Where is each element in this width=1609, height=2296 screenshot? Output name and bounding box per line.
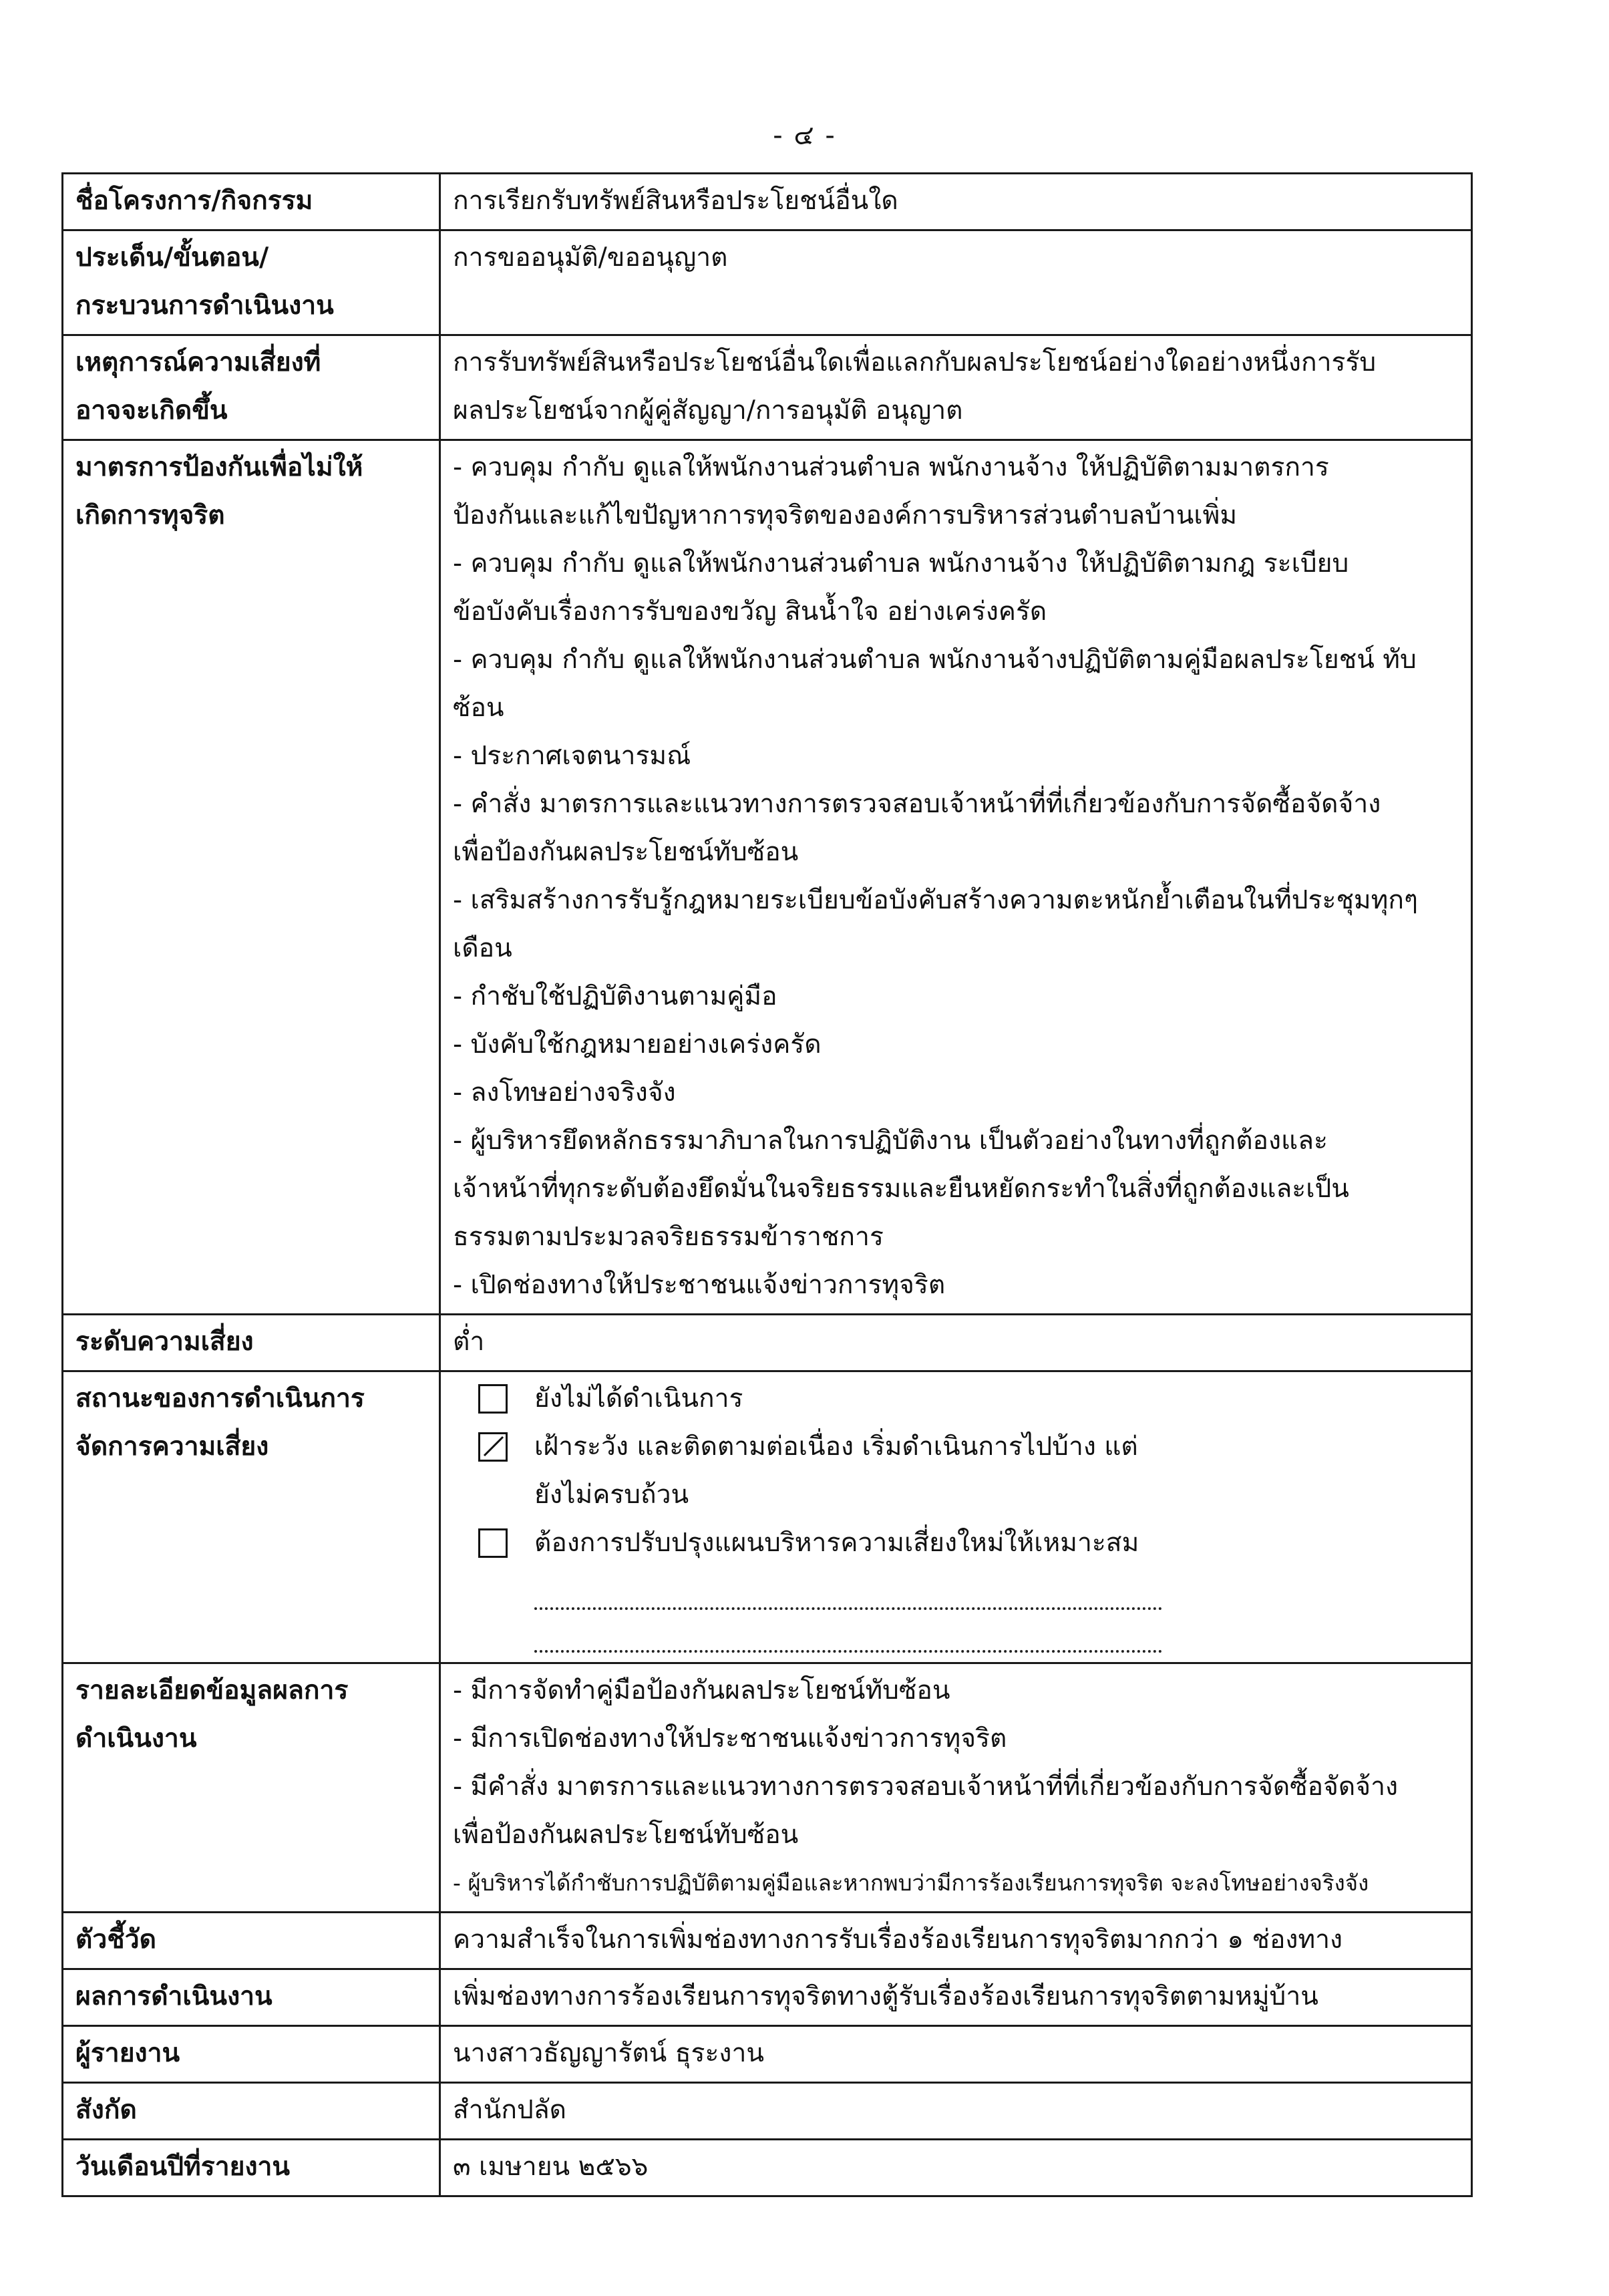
risk-event-line: การรับทรัพย์สินหรือประโยชน์อื่นใดเพื่อแลกกับผลประโยชน์อย่างใดอย่างหนึ่งการรับ	[453, 347, 1377, 377]
status-option-line: ยังไม่ได้ดำเนินการ	[534, 1383, 743, 1414]
row-risk-event	[63, 335, 1472, 440]
details-line: - มีการเปิดช่องทางให้ประชาชนแจ้งข่าวการทุจริต	[453, 1724, 1007, 1754]
status-option-line: ยังไม่ครบถ้วน	[534, 1480, 689, 1510]
row-result	[63, 1969, 1472, 2026]
indicator-value: ความสำเร็จในการเพิ่มช่องทางการรับเรื่องร้องเรียนการทุจริตมากกว่า ๑ ช่องทาง	[440, 1913, 1472, 1969]
status-option-label	[534, 1423, 1459, 1519]
prevention-line: - ควบคุม กำกับ ดูแลให้พนักงานส่วนตำบล พนักงานจ้าง ให้ปฏิบัติตามกฎ ระเบียบ	[453, 548, 1349, 579]
report-date-value: ๓ เมษายน ๒๕๖๖	[440, 2140, 1472, 2196]
row-report-date	[63, 2140, 1472, 2196]
process-label-line: ประเด็น/ขั้นตอน/	[75, 242, 269, 273]
status-option-line: เฝ้าระวัง และติดตามต่อเนื่อง เริ่มดำเนินการไปบ้าง แต่	[534, 1432, 1138, 1462]
status-option-monitoring[interactable]	[453, 1423, 1459, 1519]
row-risk-level	[63, 1315, 1472, 1371]
prevention-line: - คำสั่ง มาตรการและแนวทางการตรวจสอบเจ้าหน้าที่ที่เกี่ยวข้องกับการจัดซื้อจัดจ้าง	[453, 789, 1381, 819]
checkmark-icon	[482, 1436, 504, 1458]
risk-event-line: ผลประโยชน์จากผู้คู่สัญญา/การอนุมัติ อนุญาต	[453, 395, 963, 426]
project-value: การเรียกรับทรัพย์สินหรือประโยชน์อื่นใด	[440, 174, 1472, 230]
row-prevention	[63, 440, 1472, 1315]
risk-report-table	[61, 172, 1473, 2197]
row-indicator	[63, 1913, 1472, 1969]
row-project	[63, 174, 1472, 230]
prevention-line: - ประกาศเจตนารมณ์	[453, 741, 691, 771]
dotted-fill-line	[534, 1610, 1162, 1653]
prevention-line: - เสริมสร้างการรับรู้กฎหมายระเบียบข้อบังคับสร้างความตะหนักย้ำเตือนในที่ประชุมทุกๆ เดือน	[453, 885, 1418, 963]
prevention-line: - บังคับใช้กฎหมายอย่างเคร่งครัด	[453, 1029, 822, 1059]
project-label: ชื่อโครงการ/กิจกรรม	[63, 174, 440, 230]
prevention-line: - เปิดช่องทางให้ประชาชนแจ้งข่าวการทุจริต	[453, 1270, 946, 1300]
prevention-value	[440, 440, 1472, 1315]
result-value: เพิ่มช่องทางการร้องเรียนการทุจริตทางตู้รับเรื่องร้องเรียนการทุจริตตามหมู่บ้าน	[440, 1969, 1472, 2026]
prevention-line: ป้องกันและแก้ไขปัญหาการทุจริตขององค์การบริหารส่วนตำบลบ้านเพิ่ม	[453, 500, 1238, 530]
details-label-line: ดำเนินงาน	[75, 1724, 197, 1754]
details-label-line: รายละเอียดข้อมูลผลการ	[75, 1675, 349, 1705]
risk-event-label	[63, 335, 440, 440]
status-label-line: จัดการความเสี่ยง	[75, 1432, 269, 1462]
row-process	[63, 230, 1472, 335]
status-label-line: สถานะของการดำเนินการ	[75, 1383, 365, 1414]
indicator-label: ตัวชี้วัด	[63, 1913, 440, 1969]
reporter-value: นางสาวธัญญารัตน์ ธุระงาน	[440, 2026, 1472, 2083]
prevention-line: ธรรมตามประมวลจริยธรรมข้าราชการ	[453, 1222, 884, 1252]
prevention-line: - ควบคุม กำกับ ดูแลให้พนักงานส่วนตำบล พนักงานจ้างปฏิบัติตามคู่มือผลประโยชน์ ทับซ้อน	[453, 645, 1417, 723]
prevention-line: - ผู้บริหารยึดหลักธรรมาภิบาลในการปฏิบัติงาน เป็นตัวอย่างในทางที่ถูกต้องและ	[453, 1126, 1328, 1156]
risk-level-value: ต่ำ	[440, 1315, 1472, 1371]
status-option-not-started[interactable]	[453, 1375, 1459, 1423]
risk-event-value	[440, 335, 1472, 440]
risk-event-label-line: เหตุการณ์ความเสี่ยงที่	[75, 347, 321, 377]
details-line: - มีคำสั่ง มาตรการและแนวทางการตรวจสอบเจ้าหน้าที่ที่เกี่ยวข้องกับการจัดซื้อจัดจ้าง	[453, 1772, 1399, 1802]
process-label-line: กระบวนการดำเนินงาน	[75, 291, 334, 321]
report-date-label: วันเดือนปีที่รายงาน	[63, 2140, 440, 2196]
process-value: การขออนุมัติ/ขออนุญาต	[440, 230, 1472, 335]
process-label	[63, 230, 440, 335]
checkbox-unchecked[interactable]	[478, 1528, 508, 1558]
prevention-line: - ควบคุม กำกับ ดูแลให้พนักงานส่วนตำบล พนักงานจ้าง ให้ปฏิบัติตามมาตรการ	[453, 452, 1329, 482]
status-option-line: ต้องการปรับปรุงแผนบริหารความเสี่ยงใหม่ให้เหมาะสม	[534, 1528, 1139, 1558]
status-option-label	[534, 1519, 1459, 1567]
reporter-label: ผู้รายงาน	[63, 2026, 440, 2083]
details-line-small: - ผู้บริหารได้กำชับการปฏิบัติตามคู่มือและหากพบว่ามีการร้องเรียนการทุจริต จะลงโทษอย่างจริงจัง	[453, 1870, 1369, 1896]
row-reporter	[63, 2026, 1472, 2083]
status-option-revise-plan[interactable]	[453, 1519, 1459, 1567]
status-options	[440, 1371, 1472, 1663]
page-number: - ๔ -	[773, 120, 836, 151]
prevention-label-line: เกิดการทุจริต	[75, 500, 225, 530]
details-value	[440, 1663, 1472, 1913]
dotted-fill-line	[534, 1567, 1162, 1610]
risk-event-label-line: อาจจะเกิดขึ้น	[75, 395, 228, 426]
status-option-label	[534, 1375, 1459, 1423]
risk-level-label: ระดับความเสี่ยง	[63, 1315, 440, 1371]
prevention-line: เจ้าหน้าที่ทุกระดับต้องยึดมั่นในจริยธรรมและยืนหยัดกระทำในสิ่งที่ถูกต้องและเป็น	[453, 1174, 1349, 1204]
prevention-line: - กำชับใช้ปฏิบัติงานตามคู่มือ	[453, 981, 777, 1011]
row-affiliation	[63, 2083, 1472, 2140]
prevention-line: เพื่อป้องกันผลประโยชน์ทับซ้อน	[453, 837, 799, 867]
status-label	[63, 1371, 440, 1663]
row-details	[63, 1663, 1472, 1913]
prevention-line: ข้อบังคับเรื่องการรับของขวัญ สินน้ำใจ อย่างเคร่งครัด	[453, 597, 1047, 627]
prevention-line: - ลงโทษอย่างจริงจัง	[453, 1078, 676, 1108]
details-label	[63, 1663, 440, 1913]
details-line: - มีการจัดทำคู่มือป้องกันผลประโยชน์ทับซ้อน	[453, 1675, 950, 1705]
prevention-label	[63, 440, 440, 1315]
affiliation-value: สำนักปลัด	[440, 2083, 1472, 2140]
row-status	[63, 1371, 1472, 1663]
checkbox-checked[interactable]	[478, 1432, 508, 1462]
prevention-label-line: มาตรการป้องกันเพื่อไม่ให้	[75, 452, 363, 482]
checkbox-unchecked[interactable]	[478, 1384, 508, 1414]
affiliation-label: สังกัด	[63, 2083, 440, 2140]
result-label: ผลการดำเนินงาน	[63, 1969, 440, 2026]
details-line: เพื่อป้องกันผลประโยชน์ทับซ้อน	[453, 1820, 799, 1850]
